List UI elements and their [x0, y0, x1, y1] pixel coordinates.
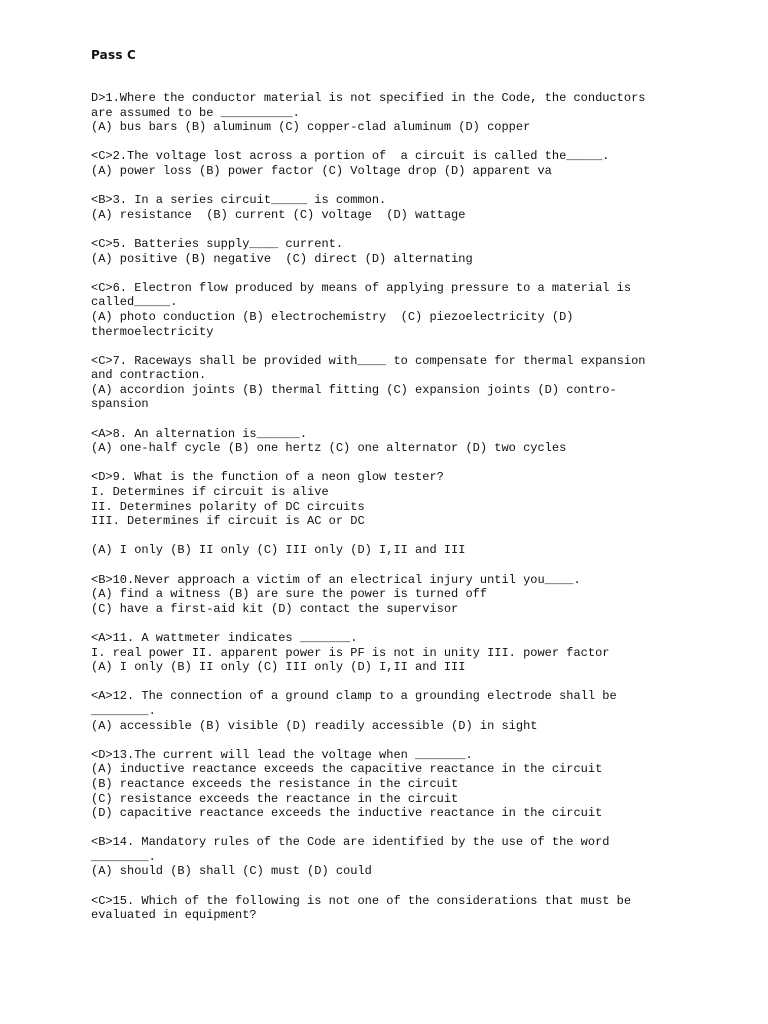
question-line: (A) one-half cycle (B) one hertz (C) one alternator (D) two cycles	[91, 441, 567, 456]
question-line: D>1.Where the conductor material is not specified in the Code, the conductors	[91, 91, 646, 105]
question-line: called_____.	[91, 295, 178, 310]
question-line: and contraction.	[91, 368, 207, 383]
question-line: thermoelectricity	[91, 324, 214, 339]
question-block	[91, 281, 751, 339]
question-line: <D>9. What is the function of a neon glow tester?	[91, 470, 444, 485]
question-line: <C>15. Which of the following is not one of the considerations that must be	[91, 893, 632, 908]
question-line: (A) photo conduction (B) electrochemistry (C) piezoelectricity (D)	[91, 309, 574, 324]
question-line: (A) I only (B) II only (C) III only (D) I,II and III	[91, 660, 466, 675]
question-line: I. Determines if circuit is alive	[91, 485, 329, 500]
question-line: (A) bus bars (B) aluminum (C) copper-clad aluminum (D) copper	[91, 120, 531, 135]
question-line: ________.	[91, 849, 156, 864]
question-line: <A>8. An alternation is______.	[91, 426, 308, 441]
question-block	[91, 91, 751, 135]
question-line: <C>7. Raceways shall be provided with____ to compensate for thermal expansion	[91, 353, 646, 368]
question-line: (B) reactance exceeds the resistance in the circuit	[91, 776, 459, 791]
question-line: ________.	[91, 703, 156, 718]
question-line: are assumed to be __________.	[91, 105, 300, 120]
question-line: (A) find a witness (B) are sure the power is turned off	[91, 587, 488, 602]
question-line: <B>3. In a series circuit_____ is common.	[91, 193, 387, 208]
question-block	[91, 573, 751, 617]
question-line: <D>13.The current will lead the voltage when _______.	[91, 747, 473, 762]
question-line: (A) I only (B) II only (C) III only (D) I,II and III	[91, 543, 466, 558]
question-block	[91, 748, 751, 821]
question-line: <A>11. A wattmeter indicates _______.	[91, 630, 358, 645]
question-block	[91, 193, 751, 222]
question-line: evaluated in equipment?	[91, 908, 257, 923]
question-line: <B>10.Never approach a victim of an electrical injury until you____.	[91, 572, 581, 587]
question-line: (A) should (B) shall (C) must (D) could	[91, 864, 372, 879]
question-block	[91, 237, 751, 266]
question-line: <C>2.The voltage lost across a portion of a circuit is called the_____.	[91, 149, 610, 164]
question-line: (A) accessible (B) visible (D) readily accessible (D) in sight	[91, 718, 538, 733]
question-line: <C>6. Electron flow produced by means of applying pressure to a material is	[91, 280, 632, 295]
question-line: <B>14. Mandatory rules of the Code are identified by the use of the word	[91, 835, 610, 850]
question-block	[91, 689, 751, 733]
question-block	[91, 149, 751, 178]
document-title: Pass C	[91, 48, 137, 62]
question-line: (C) resistance exceeds the reactance in the circuit	[91, 791, 459, 806]
question-line: (A) positive (B) negative (C) direct (D) alternating	[91, 251, 473, 266]
question-line: III. Determines if circuit is AC or DC	[91, 514, 365, 529]
question-block	[91, 470, 751, 558]
question-line: (A) inductive reactance exceeds the capacitive reactance in the circuit	[91, 762, 603, 777]
question-line: <A>12. The connection of a ground clamp to a grounding electrode shall be	[91, 689, 617, 704]
question-block	[91, 631, 751, 675]
question-line: (A) accordion joints (B) thermal fitting (C) expansion joints (D) contro-	[91, 382, 617, 397]
question-block	[91, 427, 751, 456]
question-line: <C>5. Batteries supply____ current.	[91, 236, 344, 251]
question-line: (C) have a first-aid kit (D) contact the supervisor	[91, 601, 459, 616]
question-line: II. Determines polarity of DC circuits	[91, 499, 365, 514]
question-line: (A) resistance (B) current (C) voltage (D) wattage	[91, 207, 466, 222]
question-line: I. real power II. apparent power is PF is not in unity III. power factor	[91, 645, 610, 660]
question-line: spansion	[91, 397, 149, 412]
question-block	[91, 894, 751, 923]
question-line	[91, 529, 751, 544]
question-line: (A) power loss (B) power factor (C) Voltage drop (D) apparent va	[91, 163, 552, 178]
question-list	[91, 91, 751, 937]
question-line: (D) capacitive reactance exceeds the inductive reactance in the circuit	[91, 806, 603, 821]
question-block	[91, 354, 751, 412]
question-block	[91, 835, 751, 879]
